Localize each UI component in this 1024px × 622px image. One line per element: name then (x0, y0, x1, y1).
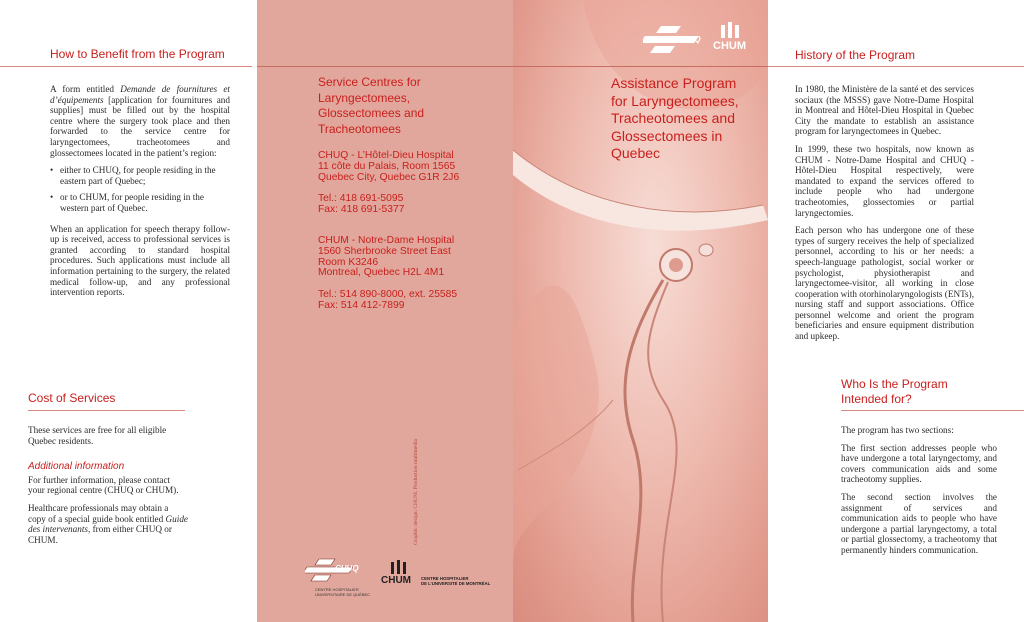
chum-logo-bottom: CHUM CENTRE HOSPITALIER DE L’UNIVERSITÉ DE MONTRÉAL (381, 560, 491, 590)
chum-tel: Tel.: 514 890-8000, ext. 25585 (318, 289, 458, 301)
how-to-benefit-text (50, 84, 230, 305)
intro-paragraph: A form entitled Demande de fournitures et d’équipements [application for fournitures and supplies] must be filled out by the hospital centre where the surgery took place and then forwarded to the service centre for laryngectomees, tracheotomees and glossectomees located in the patient’s region: (50, 84, 230, 158)
divider (28, 410, 185, 411)
bullet-chum: • or to CHUM, for people residing in the western part of Quebec. (50, 192, 230, 213)
chum-logo-top: CHUM (713, 22, 758, 58)
cost-paragraph: These services are free for all eligible Quebec residents. (28, 425, 167, 446)
chuq-tel: Tel.: 418 691-5095 (318, 193, 404, 205)
application-paragraph: When an application for speech therapy follow-up is received, access to professional services is granted according to standard hospital procedures. Such applications must include all information pertaining to the surgery, the related medical follow-up, and any professional intervention reports. (50, 223, 230, 298)
additional-info-title: Additional information (28, 461, 125, 473)
cost-text (28, 425, 188, 552)
section-title-cost: Cost of Services (28, 391, 116, 405)
chuq-sub-text: CENTRE HOSPITALIER UNIVERSITAIRE DE QUÉBEC (315, 587, 371, 597)
chum-fax: Fax: 514 412-7899 (318, 299, 405, 311)
chuq-logo-top: CHUQ (643, 24, 713, 60)
divider (0, 66, 252, 67)
bullet-chuq: • either to CHUQ, for people residing in the eastern part of Quebec; (50, 165, 230, 186)
history-text: In 1980, the Ministère de la santé et des services sociaux (the MSSS) gave Notre-Dame Hospital in Montreal and Hôtel-Dieu Hospital in Quebec City the mandate to establish an assistance program for laryngectomees in Quebec. In 1999, these two hospitals, now known as CHUM - Notre-Dame Hospital and CHUQ - Hôtel-Dieu Hospital respectively, were mandated to expand the services offered to include people who had undergone tracheotomies, glossectomies or partial laryngectomies. Each person who has undergone one of these types of surgery receives the help of specialized personnel, according to his or her needs: a speech-language pathologist, social worker or psychologist, physiotherapist and laryngectomee-visitor, all working in close cooperation with otorhinolaryngologists (ENTs), nursing staff and support associations. Office personnel welcome and orient the program beneficiaries and ensure equipment distribution and upkeep. (795, 84, 974, 342)
chuq-logo-bottom: CHUQ CENTRE HOSPITALIER UNIVERSITAIRE DE QUÉBEC (305, 555, 385, 603)
chuq-fax: Fax: 418 691-5377 (318, 204, 405, 216)
service-centres-title: Service Centres for Laryngectomees, Glossectomees and Tracheotomees (318, 75, 425, 136)
section-title-intended: Who Is the Program Intended for? (841, 377, 948, 406)
cover-title: Assistance Program for Laryngectomees, Tracheotomees and Glossectomees in Quebec (611, 75, 739, 161)
chum-address: CHUM - Notre-Dame Hospital 1560 Sherbrooke Street East Room K3246 Montreal, Quebec H2L 4M1 Tel.: 514 890-8000, ext. 25585 Fax: 514 412-7899 (318, 236, 503, 312)
panel-how-to-benefit (0, 0, 257, 622)
intended-text: The program has two sections: The first section addresses people who have undergone a total laryngectomy, and covers communication aids and some tracheotomy supplies. The second section involves the assignment of services and communication aids to people who have undergone a partial laryngectomy, a total or partial glossectomy, a tracheotomy that permanently hinders communication. (841, 425, 997, 555)
additional-info-paragraph: For further information, please contact your regional centre (CHUQ or CHUM). (28, 474, 179, 496)
panel-cover (513, 0, 768, 622)
section-title-how-to-benefit: How to Benefit from the Program (50, 47, 225, 61)
chuq-address: CHUQ - L’Hôtel-Dieu Hospital 11 côte du Palais, Room 1565 Quebec City, Quebec G1R 2J6 Tel.: 418 691-5095 Fax: 418 691-5377 (318, 151, 503, 216)
design-credit: Graphic design: CHUM, Production multimédia (413, 438, 419, 545)
chum-sub-text: CENTRE HOSPITALIER DE L’UNIVERSITÉ DE MONTRÉAL (421, 576, 491, 586)
divider (768, 66, 1024, 67)
section-title-history: History of the Program (795, 48, 916, 62)
panel-service-centres (257, 0, 513, 622)
divider (841, 410, 1024, 411)
guide-paragraph: Healthcare professionals may obtain a copy of a special guide book entitled Guide des intervenants, from either CHUQ or CHUM. (28, 502, 188, 545)
chum-building-icon (389, 560, 411, 574)
divider (513, 66, 768, 67)
panel-history (768, 0, 1024, 622)
chum-building-icon (719, 22, 743, 38)
divider (257, 66, 513, 67)
